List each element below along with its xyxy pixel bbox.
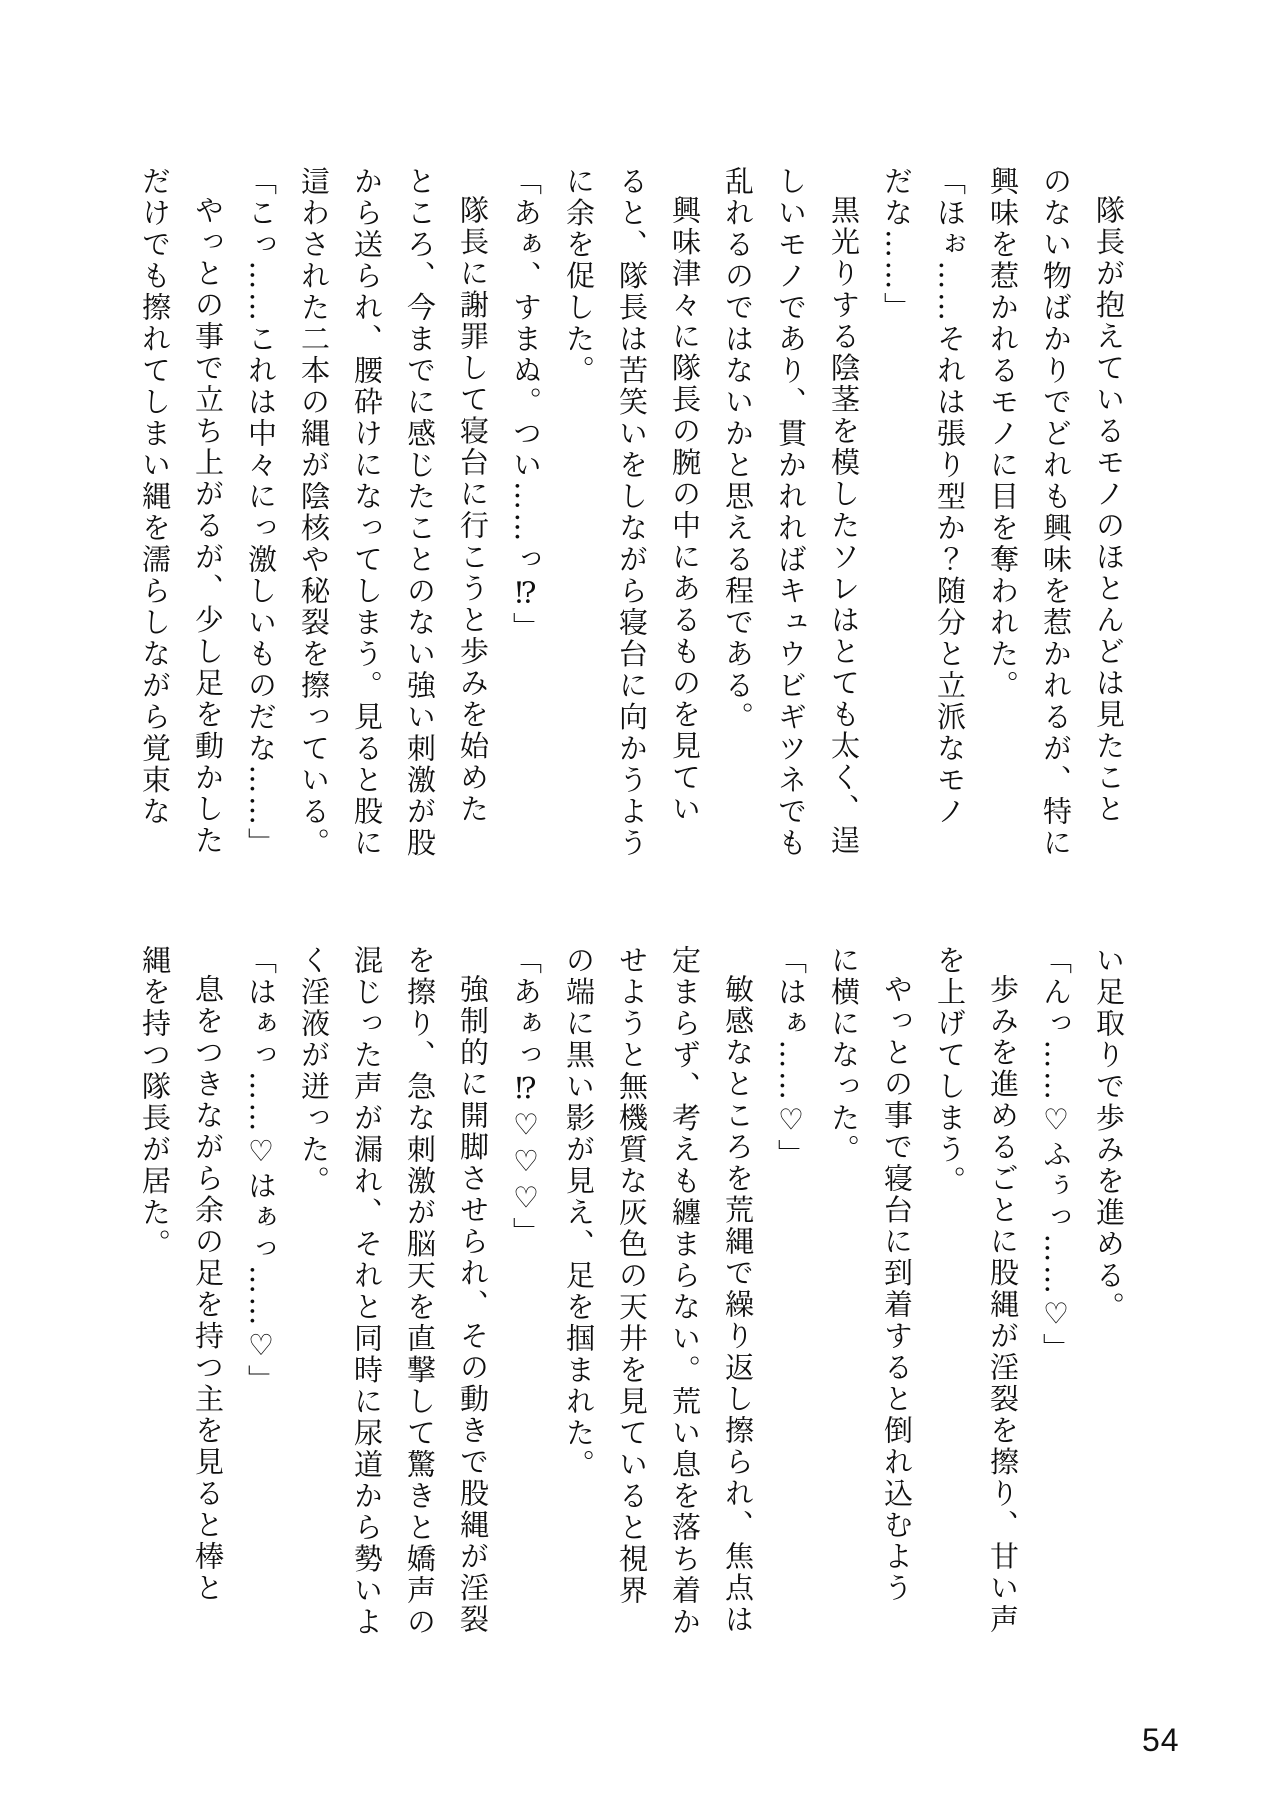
text-block-top xyxy=(128,166,1135,866)
text-line: 這わされた二本の縄が陰核や秘裂を擦っている。 xyxy=(297,166,331,859)
text-line: ると、隊長は苦笑いをしながら寝台に向かうよう xyxy=(615,166,649,859)
text-line: せようと無機質な灰色の天井を見ていると視界 xyxy=(615,945,649,1607)
text-line: 隊長が抱えているモノのほとんどは見たこと xyxy=(1092,195,1126,825)
text-line: 「はぁ……♡」 xyxy=(774,945,808,1171)
text-line: を擦り、急な刺激が脳天を直撃して驚きと嬌声の xyxy=(403,945,437,1638)
text-block-bottom xyxy=(128,945,1135,1645)
text-line: ところ、今までに感じたことのない強い刺激が股 xyxy=(403,166,437,859)
text-line: 歩みを進めるごとに股縄が淫裂を擦り、甘い声 xyxy=(986,974,1020,1636)
text-line: 黒光りする陰茎を模したソレはとても太く、逞 xyxy=(827,195,861,857)
text-line: しいモノであり、貫かれればキュウビギツネでも xyxy=(774,166,808,859)
text-line: 混じった声が漏れ、それと同時に尿道から勢いよ xyxy=(350,945,384,1638)
text-line: く淫液が迸った。 xyxy=(297,945,331,1197)
text-line: から送られ、腰砕けになってしまう。見ると股に xyxy=(350,166,384,859)
text-line: に余を促した。 xyxy=(562,166,596,387)
text-line: 乱れるのではないかと思える程である。 xyxy=(721,166,755,733)
text-line: だな……」 xyxy=(880,166,914,324)
page-number: 54 xyxy=(1142,1722,1180,1758)
text-line: 息をつきながら余の足を持つ主を見ると棒と xyxy=(191,974,225,1604)
text-line: 強制的に開脚させられ、その動きで股縄が淫裂 xyxy=(456,974,490,1636)
text-line: 「んっ……♡ふぅっ……♡」 xyxy=(1039,945,1073,1365)
text-line: 「はぁっ……♡はぁっ……♡」 xyxy=(244,945,278,1396)
text-line: のない物ばかりでどれも興味を惹かれるが、特に xyxy=(1039,166,1073,859)
text-line: 敏感なところを荒縄で繰り返し擦られ、焦点は xyxy=(721,974,755,1636)
text-line: の端に黒い影が見え、足を掴まれた。 xyxy=(562,945,596,1481)
text-line: 興味を惹かれるモノに目を奪われた。 xyxy=(986,166,1020,702)
text-line: だけでも擦れてしまい縄を濡らしながら覚束な xyxy=(138,166,172,828)
text-line: 「あぁ、すまぬ。つい……っ⁉」 xyxy=(509,166,543,644)
text-line: を上げてしまう。 xyxy=(933,945,967,1197)
text-line: に横になった。 xyxy=(827,945,861,1166)
text-line: やっとの事で寝台に到着すると倒れ込むよう xyxy=(880,974,914,1604)
text-line: 興味津々に隊長の腕の中にあるものを見てい xyxy=(668,195,702,825)
text-line: 隊長に謝罪して寝台に行こうと歩みを始めた xyxy=(456,195,490,825)
text-line: い足取りで歩みを進める。 xyxy=(1092,945,1126,1323)
text-line: 「あぁっ⁉♡♡♡」 xyxy=(509,945,543,1249)
text-line: やっとの事で立ち上がるが、少し足を動かした xyxy=(191,195,225,857)
text-line: 縄を持つ隊長が居た。 xyxy=(138,945,172,1260)
text-line: 「ほぉ……それは張り型か？随分と立派なモノ xyxy=(933,166,967,828)
text-line: 「こっ……これは中々にっ激しいものだな……」 xyxy=(244,166,278,859)
text-line: 定まらず、考えも纏まらない。荒い息を落ち着か xyxy=(668,945,702,1638)
